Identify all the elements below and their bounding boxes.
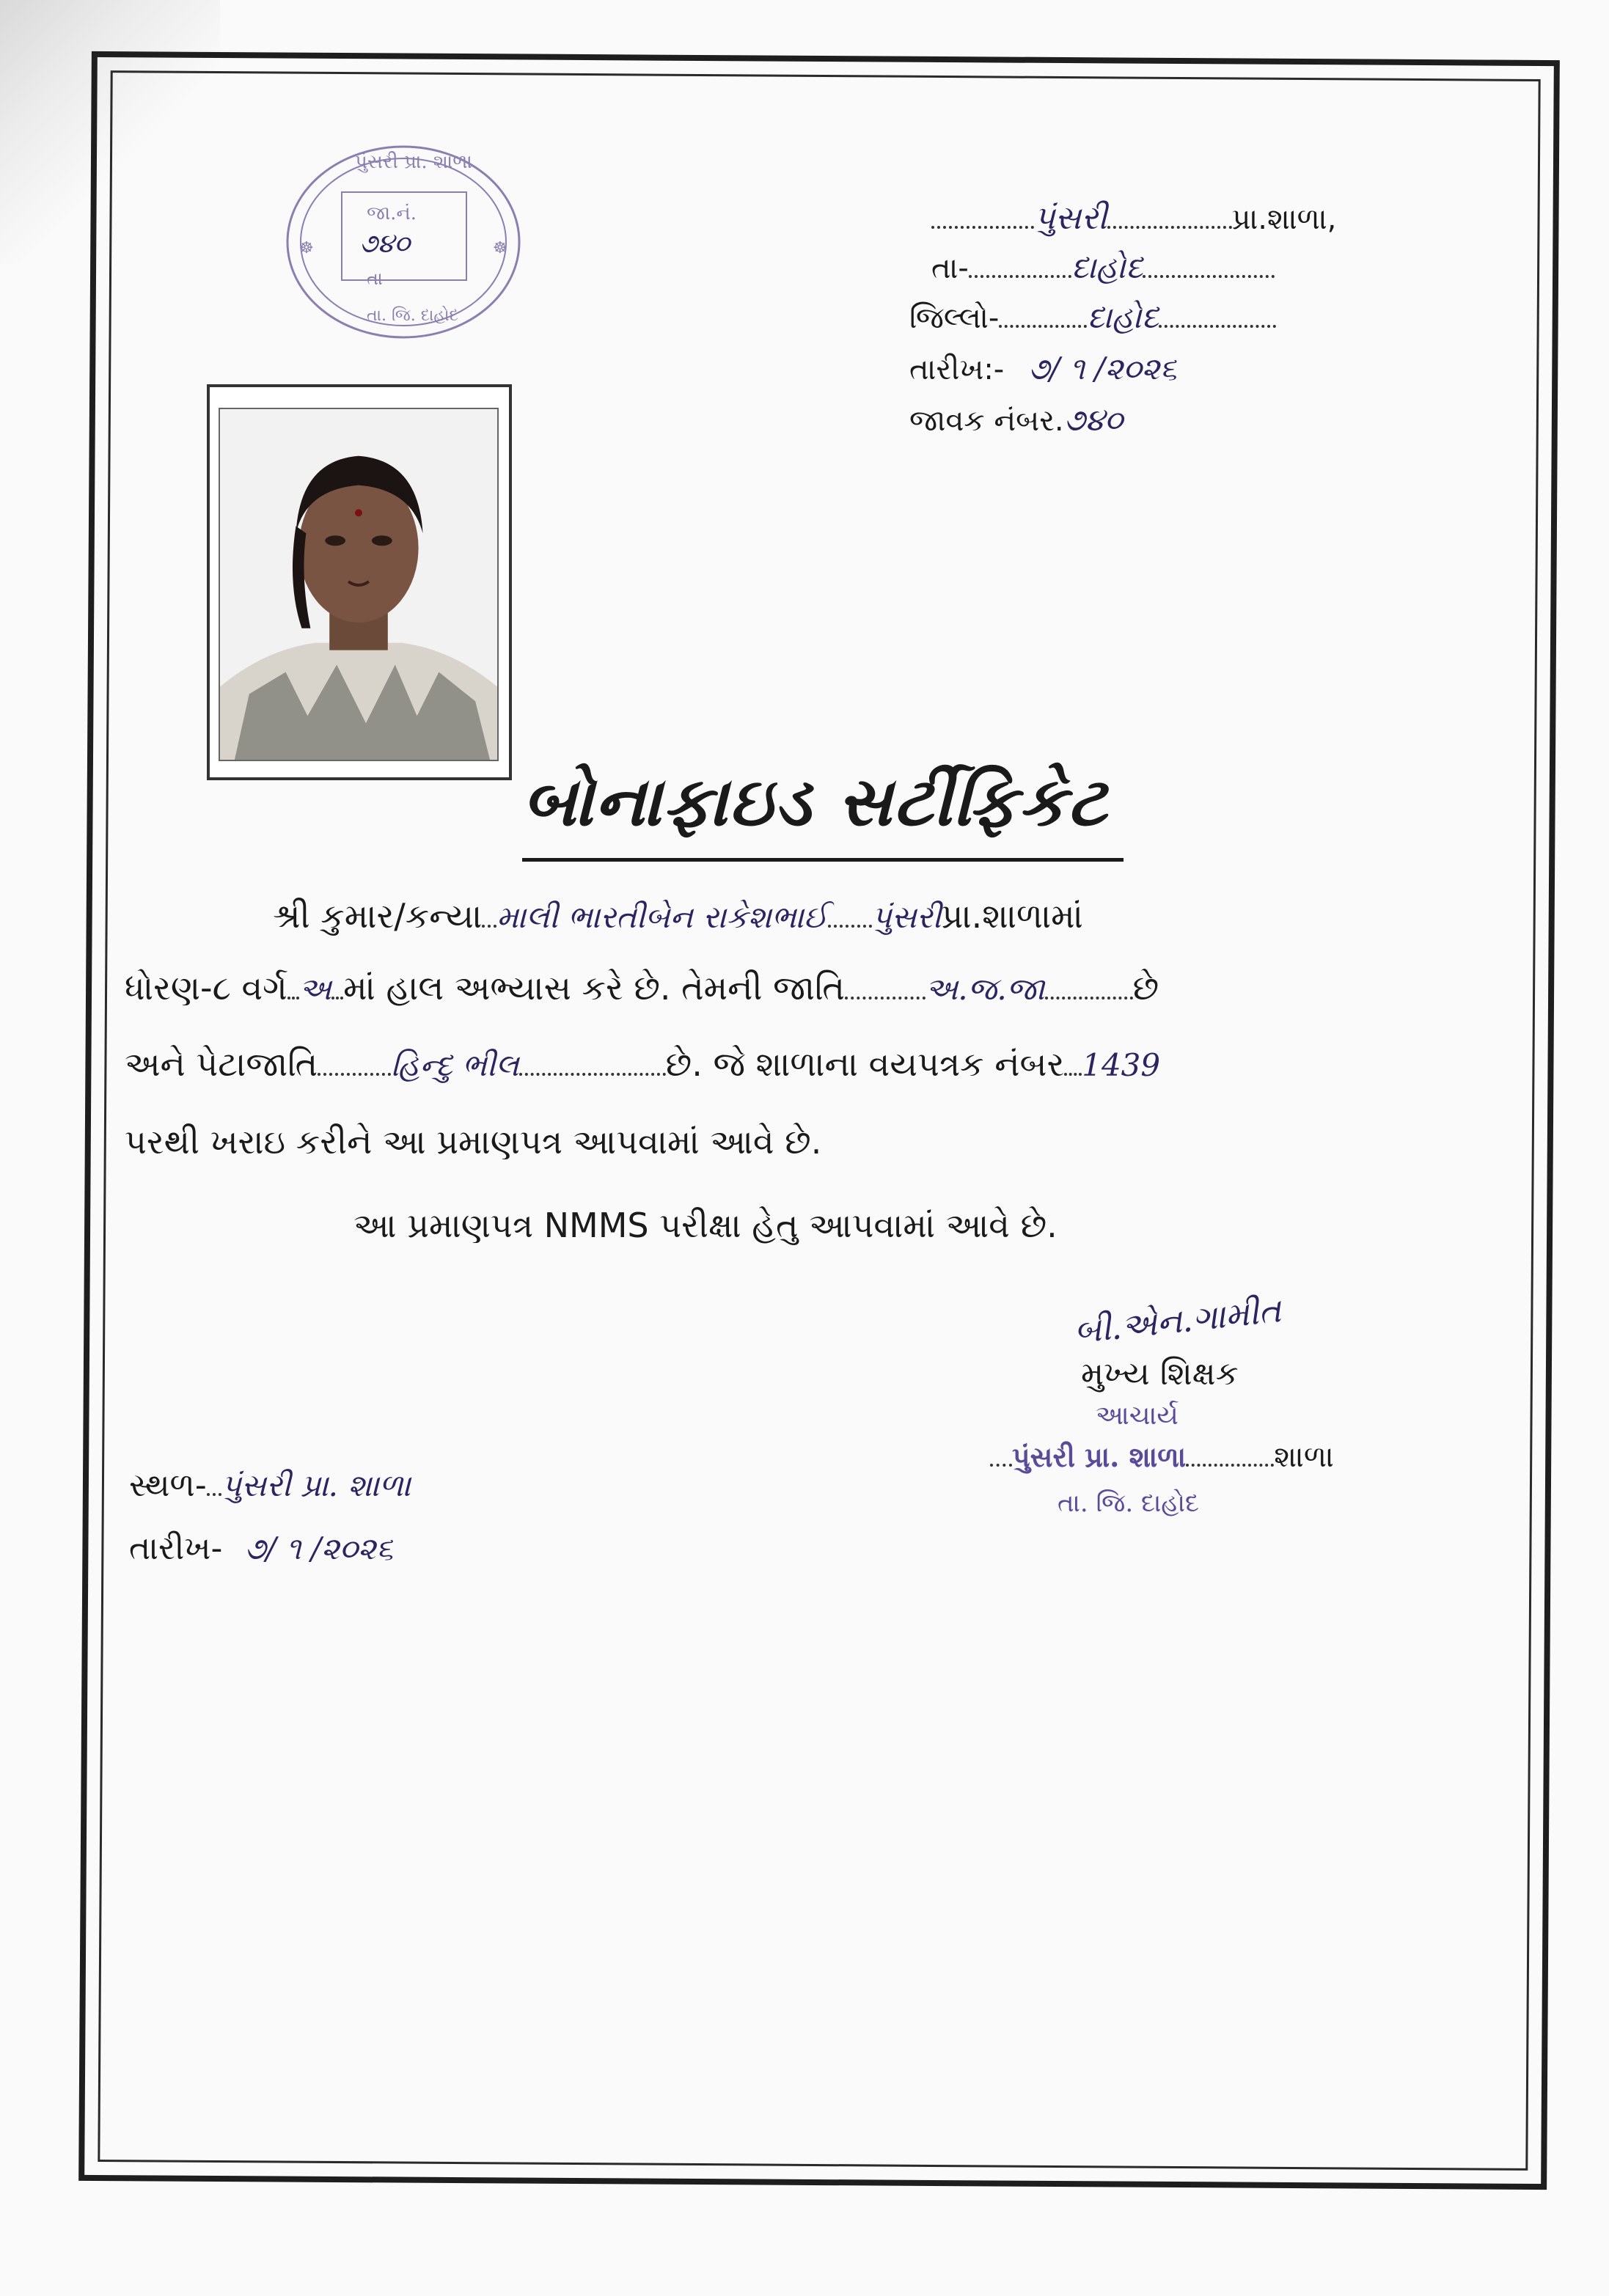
footer-date-label: તારીખ- <box>129 1530 223 1567</box>
seal-bottom-text: તા. જિ. દાહોદ <box>367 307 458 325</box>
seal-line1-value: ૭૪૦ <box>359 229 411 259</box>
student-portrait-icon <box>220 409 497 760</box>
header-taluka-line <box>931 249 1275 286</box>
caste-prompt-label: માં હાલ અભ્યાસ કરે છે. તેમની જાતિ <box>343 968 845 1008</box>
footer-date-line <box>129 1530 393 1567</box>
header-date-line <box>909 351 1177 387</box>
seal-top-text: પુંસરી પ્રા. શાળા <box>355 151 472 173</box>
certificate-border <box>78 51 1560 2190</box>
seal-line2-label: તા <box>367 268 383 289</box>
header-outward-label: જાવક નંબર. <box>909 404 1064 438</box>
header-date-value: ૭/ ૧ /૨૦૨૬ <box>1027 351 1177 386</box>
header-school-line <box>931 199 1336 237</box>
class-value: અ <box>298 971 332 1007</box>
stamp-place-text: તા. જિ. દાહોદ <box>1058 1489 1199 1518</box>
register-number-value: 1439 <box>1082 1047 1161 1083</box>
header-district-value: દાહોદ <box>1087 299 1159 335</box>
headmaster-role-label: મુખ્ય શિક્ષક <box>1081 1355 1239 1393</box>
body-line-2 <box>125 968 1159 1009</box>
student-photo-frame <box>207 384 512 780</box>
headmaster-signature: બી.એન.ગામીત <box>1071 1290 1283 1351</box>
footer-date-value: ૭/ ૧ /૨૦૨૬ <box>244 1530 394 1566</box>
header-school-suffix: પ્રા.શાળા, <box>1231 202 1337 236</box>
certificate-title: બોનાફાઇડ સર્ટીફિકેટ <box>522 763 1109 841</box>
subcaste-value: હિન્દુ ભીલ <box>391 1047 519 1083</box>
student-school-value: પુંસરી <box>871 899 942 935</box>
signature-school-line <box>990 1440 1334 1474</box>
header-district-label: જિલ્લો- <box>909 301 1000 335</box>
standard-label: ધોરણ-૮ વર્ગ <box>125 968 287 1008</box>
header-taluka-value: દાહોદ <box>1071 249 1143 285</box>
header-outward-value: ૭૪૦ <box>1063 402 1124 438</box>
footer-place-line <box>129 1467 411 1504</box>
header-district-line <box>909 299 1276 336</box>
school-suffix-label: પ્રા.શાળામાં <box>941 896 1083 936</box>
header-school-name: પુંસરી <box>1034 199 1107 237</box>
footer-place-label: સ્થળ- <box>129 1467 207 1504</box>
student-name-value: માલી ભારતીબેન રાકેશભાઈ <box>496 899 828 935</box>
svg-text:☸: ☸ <box>299 239 314 257</box>
svg-text:☸: ☸ <box>493 239 507 257</box>
header-date-label: તારીખ:- <box>909 353 1005 386</box>
header-outward-line <box>909 402 1123 439</box>
caste-suffix-label: છે <box>1132 968 1159 1008</box>
subcaste-label: અને પેટાજાતિ <box>125 1044 318 1084</box>
stamp-role-text: આચાર્ય <box>1096 1401 1179 1431</box>
body-line-3 <box>125 1044 1160 1085</box>
student-prefix-label: શ્રી કુમાર/કન્યા <box>273 896 483 936</box>
seal-line1-label: જા.નં. <box>367 202 417 224</box>
signature-school-suffix: શાળા <box>1274 1440 1334 1474</box>
body-line-4: પરથી ખરાઇ કરીને આ પ્રમાણપત્ર આપવામાં આવે છે. <box>125 1122 822 1162</box>
student-photo <box>219 408 499 761</box>
header-taluka-label: તા- <box>931 252 969 285</box>
body-line-5-nmms: આ પ્રમાણપત્ર NMMS પરીક્ષા હેતુ આપવામાં આવે છે. <box>353 1206 1058 1245</box>
footer-place-value: પુંસરી પ્રા. શાળા <box>221 1467 411 1503</box>
stamp-school-text: પુંસરી પ્રા. શાળા <box>1012 1440 1187 1473</box>
caste-value: અ.જ.જા <box>925 971 1045 1007</box>
body-line-1 <box>273 896 1083 937</box>
school-seal <box>279 132 528 352</box>
title-underline <box>522 858 1124 862</box>
register-prompt-label: છે. જે શાળાના વયપત્રક નંબર <box>665 1044 1065 1084</box>
